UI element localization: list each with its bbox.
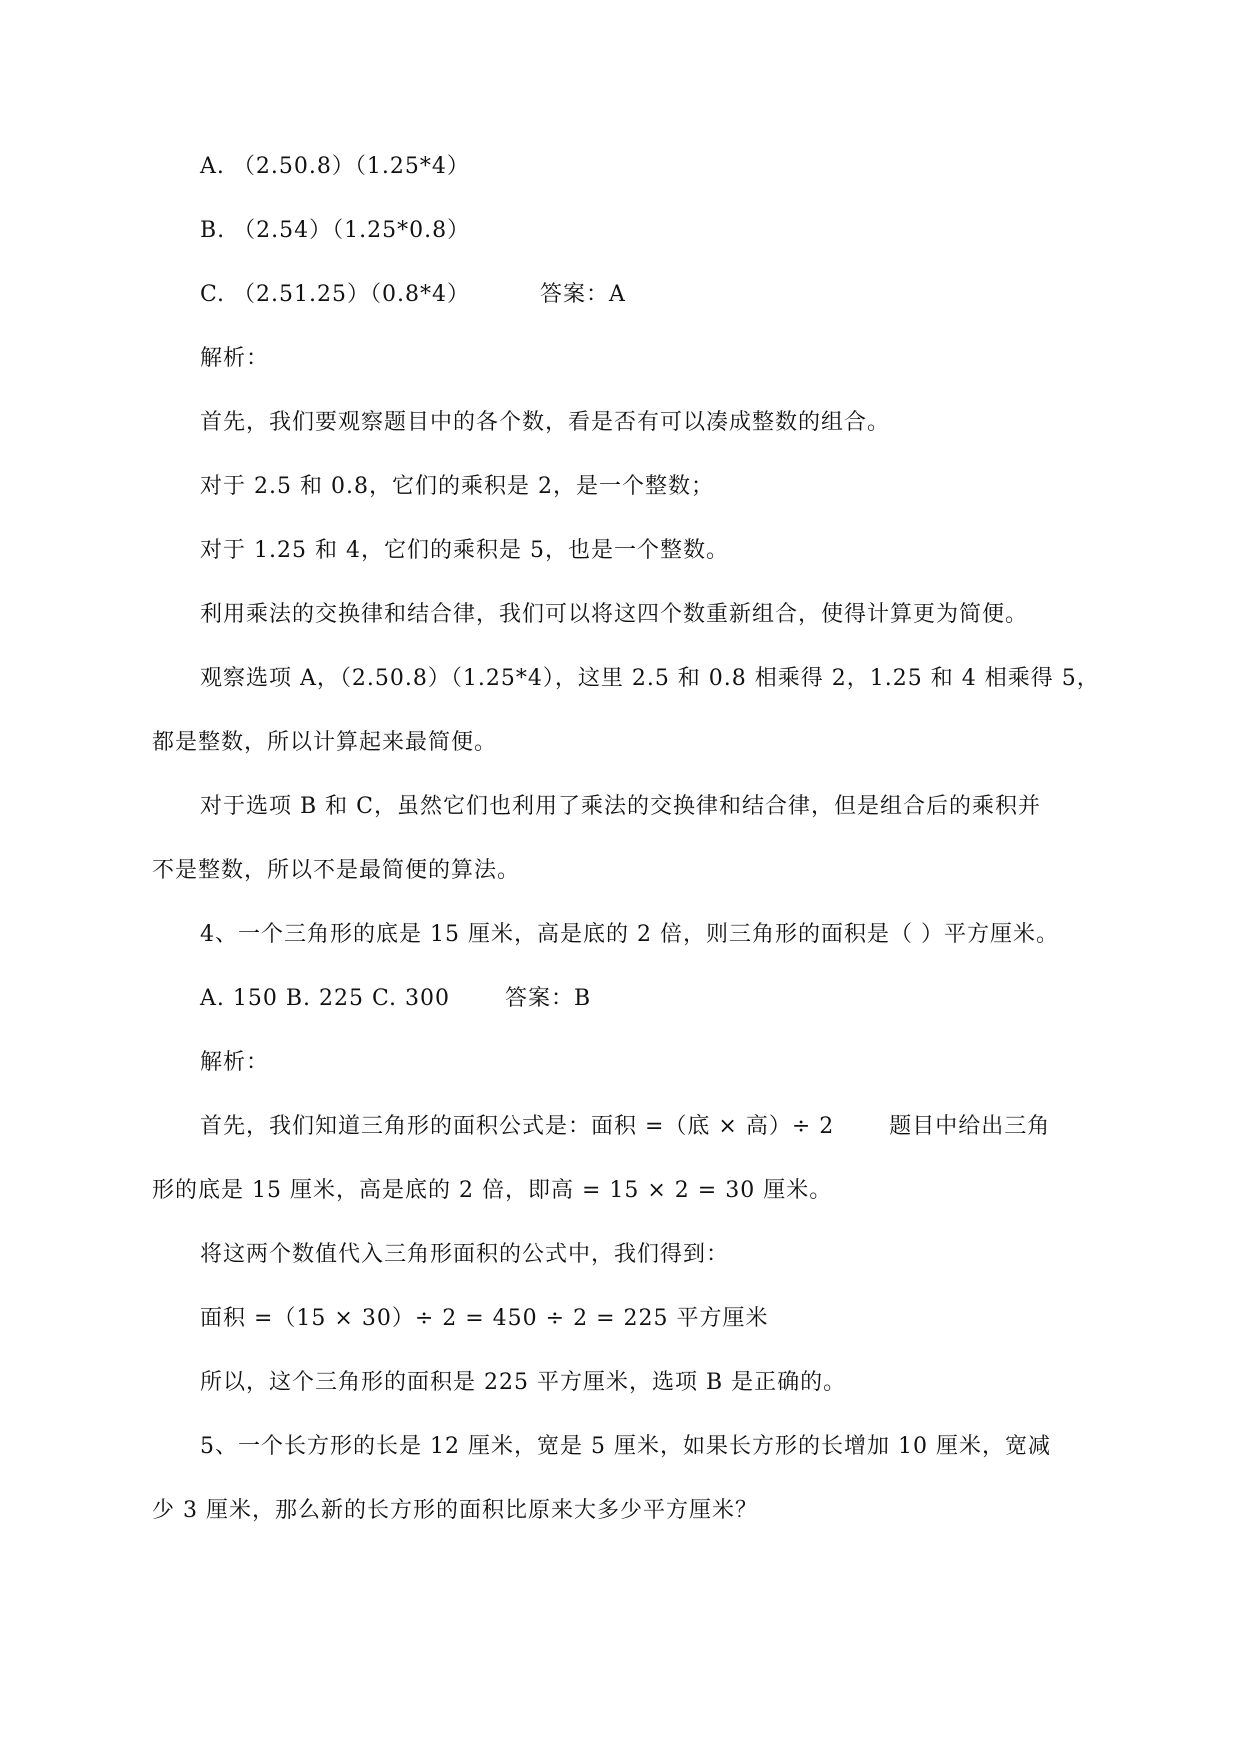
paragraph-continuation: 不是整数，所以不是最简便的算法。 bbox=[152, 858, 521, 883]
answer-label: 答案：B bbox=[505, 986, 592, 1011]
paragraph: 观察选项 A，（2.50.8）（1.25*4），这里 2.5 和 0.8 相乘得 2，1.25 和 4 相乘得 5， bbox=[200, 666, 1100, 691]
analysis-heading: 解析： bbox=[200, 346, 270, 371]
paragraph: 对于选项 B 和 C，虽然它们也利用了乘法的交换律和结合律，但是组合后的乘积并 bbox=[200, 794, 1041, 819]
question-5: 5、一个长方形的长是 12 厘米，宽是 5 厘米，如果长方形的长增加 10 厘米，宽减 bbox=[200, 1434, 1051, 1459]
paragraph: 首先，我们要观察题目中的各个数，看是否有可以凑成整数的组合。 bbox=[200, 410, 891, 435]
paragraph-continuation: 形的底是 15 厘米，高是底的 2 倍，即高 = 15 × 2 = 30 厘米。 bbox=[152, 1178, 833, 1203]
paragraph: 对于 1.25 和 4，它们的乘积是 5，也是一个整数。 bbox=[200, 538, 729, 563]
question-4-options bbox=[200, 984, 591, 1014]
formula-text: 首先，我们知道三角形的面积公式是：面积 =（底 × 高）÷ 2 bbox=[200, 1114, 835, 1139]
paragraph: 利用乘法的交换律和结合律，我们可以将这四个数重新组合，使得计算更为简便。 bbox=[200, 602, 1029, 627]
paragraph-continuation: 都是整数，所以计算起来最简便。 bbox=[152, 730, 498, 755]
question-4: 4、一个三角形的底是 15 厘米，高是底的 2 倍，则三角形的面积是（ ）平方厘米。 bbox=[200, 922, 1059, 947]
paragraph-tail: 题目中给出三角 bbox=[889, 1114, 1051, 1139]
options-text: A. 150 B. 225 C. 300 bbox=[200, 986, 451, 1011]
paragraph: 所以，这个三角形的面积是 225 平方厘米，选项 B 是正确的。 bbox=[200, 1370, 847, 1395]
paragraph bbox=[200, 1112, 1050, 1142]
option-c-line bbox=[200, 280, 626, 310]
formula-line: 面积 =（15 × 30）÷ 2 = 450 ÷ 2 = 225 平方厘米 bbox=[200, 1306, 769, 1331]
paragraph: 将这两个数值代入三角形面积的公式中，我们得到： bbox=[200, 1242, 730, 1267]
option-a-line: A. （2.50.8）（1.25*4） bbox=[200, 154, 470, 179]
answer-label: 答案：A bbox=[540, 282, 626, 307]
paragraph: 对于 2.5 和 0.8，它们的乘积是 2，是一个整数； bbox=[200, 474, 714, 499]
analysis-heading: 解析： bbox=[200, 1050, 270, 1075]
option-c-text: C. （2.51.25）（0.8*4） bbox=[200, 282, 470, 307]
option-b-line: B. （2.54）（1.25*0.8） bbox=[200, 218, 471, 243]
question-5-continuation: 少 3 厘米，那么新的长方形的面积比原来大多少平方厘米？ bbox=[152, 1498, 758, 1523]
